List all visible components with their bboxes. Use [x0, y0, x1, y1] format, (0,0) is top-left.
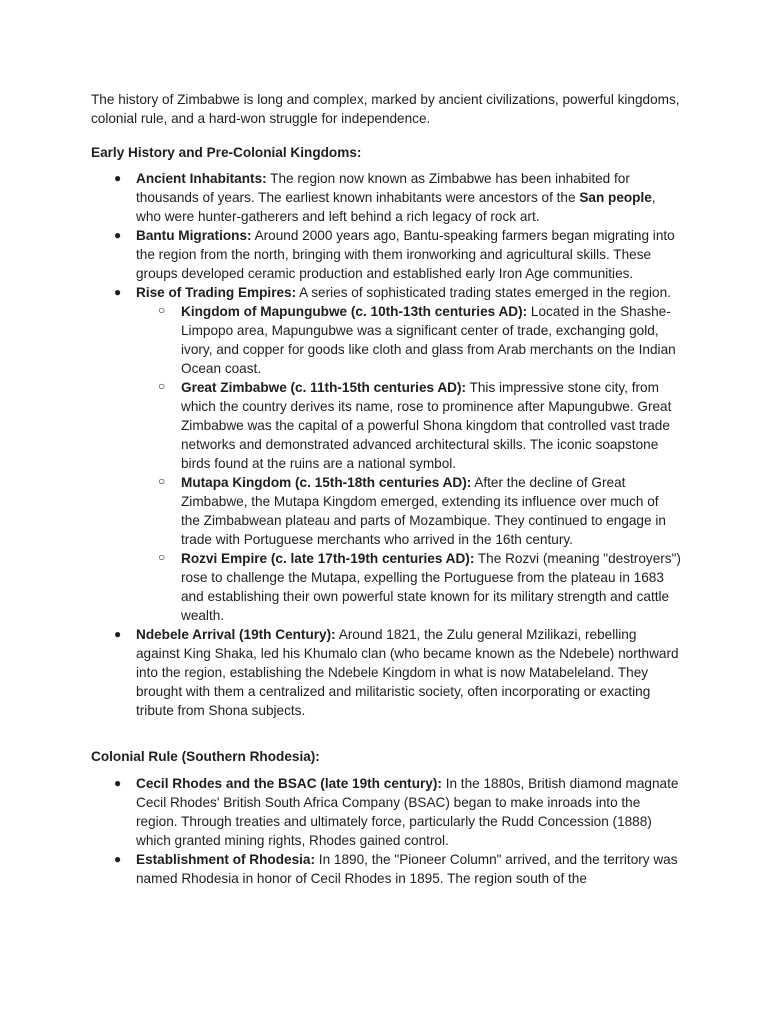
item-text: The region now known as Zimbabwe has been inhabited for thousands of years. The earliest known inhabitants were ancestors of the	[136, 171, 630, 205]
early-history-list	[91, 169, 681, 720]
item-label: Bantu Migrations:	[136, 228, 252, 243]
colonial-rule-list	[91, 774, 681, 888]
section-heading-early-history: Early History and Pre-Colonial Kingdoms:	[91, 145, 362, 160]
bullet-icon: ●	[114, 852, 122, 866]
item-label: Ancient Inhabitants:	[136, 171, 267, 186]
item-label: Establishment of Rhodesia:	[136, 852, 316, 867]
item-emphasis: San people	[579, 190, 652, 205]
sub-bullet-icon: ○	[158, 303, 166, 317]
item-label: Mutapa Kingdom (c. 15th-18th centuries AD):	[181, 475, 472, 490]
sub-bullet-icon: ○	[158, 379, 166, 393]
item-label: Cecil Rhodes and the BSAC (late 19th century):	[136, 776, 442, 791]
document-page	[91, 90, 681, 888]
bullet-icon: ●	[114, 776, 122, 790]
list-item-establishment-rhodesia	[91, 850, 681, 888]
section-heading-colonial-rule: Colonial Rule (Southern Rhodesia):	[91, 749, 320, 764]
item-text: In 1890, the "Pioneer Column" arrived, and the territory was named Rhodesia in honor of Cecil Rhodes in 1895. The region south of the	[136, 852, 678, 886]
list-item-ancient-inhabitants	[91, 169, 681, 226]
sublist-item-great-zimbabwe	[91, 378, 681, 473]
item-text: In the 1880s, British diamond magnate Cecil Rhodes' British South Africa Company (BSAC) began to make inroads into the region. Through treaties and ultimately force, particularly the Rudd Concession (1888) which granted mining rights, Rhodes gained control.	[136, 776, 679, 848]
item-label: Rise of Trading Empires:	[136, 285, 297, 300]
item-text: This impressive stone city, from which the country derives its name, rose to prominence after Mapungubwe. Great Zimbabwe was the capital of a powerful Shona kingdom that controlled vast trade networks and demonstrated advanced architectural skills. The iconic soapstone birds found at the ruins are a national symbol.	[181, 380, 672, 471]
item-text: , who were hunter-gatherers and left behind a rich legacy of rock art.	[136, 190, 656, 224]
bullet-icon: ●	[114, 171, 122, 185]
item-label: Ndebele Arrival (19th Century):	[136, 627, 336, 642]
list-item-cecil-rhodes	[91, 774, 681, 850]
item-text: Located in the Shashe-Limpopo area, Mapungubwe was a significant center of trade, exchanging gold, ivory, and copper for goods like cloth and glass from Arab merchants on the Indian Ocean coast.	[181, 304, 676, 376]
list-item-ndebele-arrival	[91, 625, 681, 720]
item-label: Great Zimbabwe (c. 11th-15th centuries AD):	[181, 380, 467, 395]
intro-paragraph: The history of Zimbabwe is long and complex, marked by ancient civilizations, powerful kingdoms, colonial rule, and a hard-won struggle for independence.	[91, 92, 680, 126]
item-text: Around 2000 years ago, Bantu-speaking farmers began migrating into the region from the north, bringing with them ironworking and agricultural skills. These groups developed ceramic production and established early Iron Age communities.	[136, 228, 675, 281]
item-text: After the decline of Great Zimbabwe, the Mutapa Kingdom emerged, extending its influence over much of the Zimbabwean plateau and parts of Mozambique. They continued to engage in trade with Portuguese merchants who arrived in the 16th century.	[181, 475, 666, 547]
item-label: Rozvi Empire (c. late 17th-19th centuries AD):	[181, 551, 475, 566]
item-label: Kingdom of Mapungubwe (c. 10th-13th centuries AD):	[181, 304, 528, 319]
sublist-item-mutapa	[91, 473, 681, 549]
sublist-item-rozvi	[91, 549, 681, 625]
item-text: Around 1821, the Zulu general Mzilikazi, rebelling against King Shaka, led his Khumalo clan (who became known as the Ndebele) northward into the region, establishing the Ndebele Kingdom in what is now Matabeleland. They brought with them a centralized and militaristic society, often incorporating or exacting tribute from Shona subjects.	[136, 627, 679, 718]
item-text: The Rozvi (meaning "destroyers") rose to challenge the Mutapa, expelling the Portuguese from the plateau in 1683 and establishing their own powerful state known for its military strength and cattle wealth.	[181, 551, 681, 623]
sub-bullet-icon: ○	[158, 474, 166, 488]
sub-bullet-icon: ○	[158, 550, 166, 564]
trading-empires-sublist	[136, 302, 681, 625]
bullet-icon: ●	[114, 285, 122, 299]
list-item-bantu-migrations	[91, 226, 681, 283]
bullet-icon: ●	[114, 228, 122, 242]
bullet-icon: ●	[114, 627, 122, 641]
list-item-trading-empires	[91, 283, 681, 625]
sublist-item-mapungubwe	[91, 302, 681, 378]
item-text: A series of sophisticated trading states emerged in the region.	[296, 285, 671, 300]
